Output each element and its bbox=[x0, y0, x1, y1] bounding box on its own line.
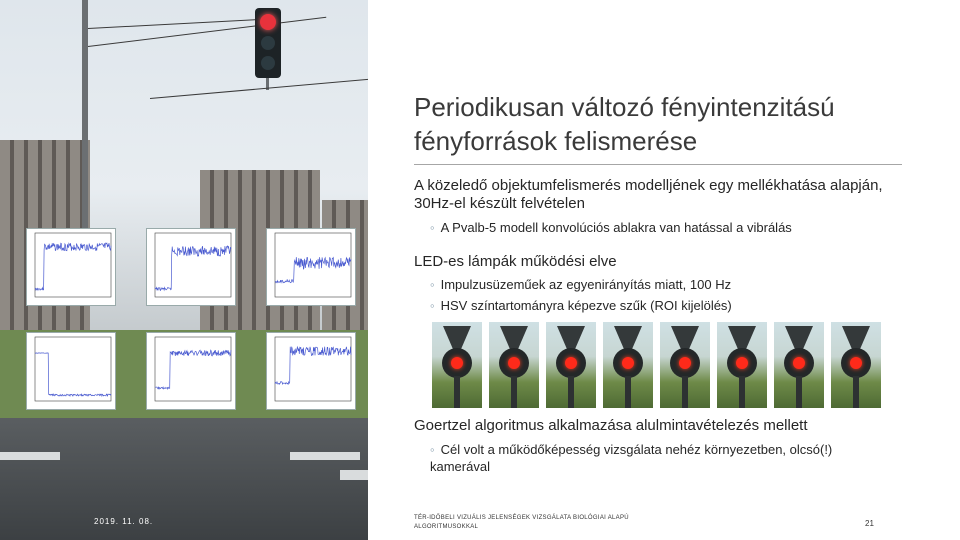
traffic-light-frame bbox=[546, 322, 596, 408]
signal-line bbox=[275, 347, 351, 385]
title-divider bbox=[414, 164, 902, 165]
intensity-plot bbox=[146, 332, 236, 410]
intensity-plot bbox=[26, 228, 116, 306]
intensity-plot bbox=[146, 228, 236, 306]
intensity-plot bbox=[266, 332, 356, 410]
bullet-3: Goertzel algoritmus alkalmazása alulmintavételezés mellett bbox=[414, 417, 808, 434]
bullet-2: LED-es lámpák működési elve bbox=[414, 253, 617, 270]
traffic-light-frame bbox=[831, 322, 881, 408]
sub-bullet-2-2: ◦ HSV színtartományra képezve szűk (ROI kijelölés) bbox=[430, 298, 732, 313]
sub-bullet-2-1: ◦ Impulzusüzeműek az egyenirányítás miatt, 100 Hz bbox=[430, 277, 732, 292]
sub-bullet-1-1: ◦ A Pvalb-5 modell konvolúciós ablakra van hatással a vibrálás bbox=[430, 220, 792, 235]
street-photo bbox=[0, 0, 368, 540]
slide-date: 2019. 11. 08. bbox=[94, 517, 154, 526]
sub-bullet-3-1: ◦ Cél volt a működőképesség vizsgálata nehéz környezetben, olcsó(!) kamerával bbox=[430, 442, 833, 474]
traffic-light-frame bbox=[660, 322, 710, 408]
signal-line bbox=[155, 246, 231, 290]
traffic-light-frame bbox=[432, 322, 482, 408]
signal-line bbox=[275, 257, 351, 283]
signal-line bbox=[155, 350, 231, 389]
traffic-light-frame bbox=[717, 322, 767, 408]
traffic-light-frame bbox=[489, 322, 539, 408]
bullet-1: A közeledő objektumfelismerés modelljének egy mellékhatása alapján, 30Hz-el készült felvételen bbox=[414, 177, 883, 212]
traffic-light-frame bbox=[603, 322, 653, 408]
signal-line bbox=[35, 353, 111, 396]
page-number: 21 bbox=[865, 519, 874, 528]
footer-text: TÉR-IDŐBELI VIZUÁLIS JELENSÉGEK VIZSGÁLATA BIOLÓGIAI ALAPÚ ALGORITMUSOKKAL bbox=[414, 515, 629, 530]
traffic-light-icon bbox=[255, 8, 281, 78]
traffic-light-frame bbox=[774, 322, 824, 408]
traffic-light-frames bbox=[432, 322, 884, 408]
slide-title: Periodikusan változó fényintenzitású fényforrások felismerése bbox=[414, 92, 835, 156]
signal-line bbox=[35, 243, 111, 290]
intensity-plot bbox=[266, 228, 356, 306]
intensity-plot bbox=[26, 332, 116, 410]
